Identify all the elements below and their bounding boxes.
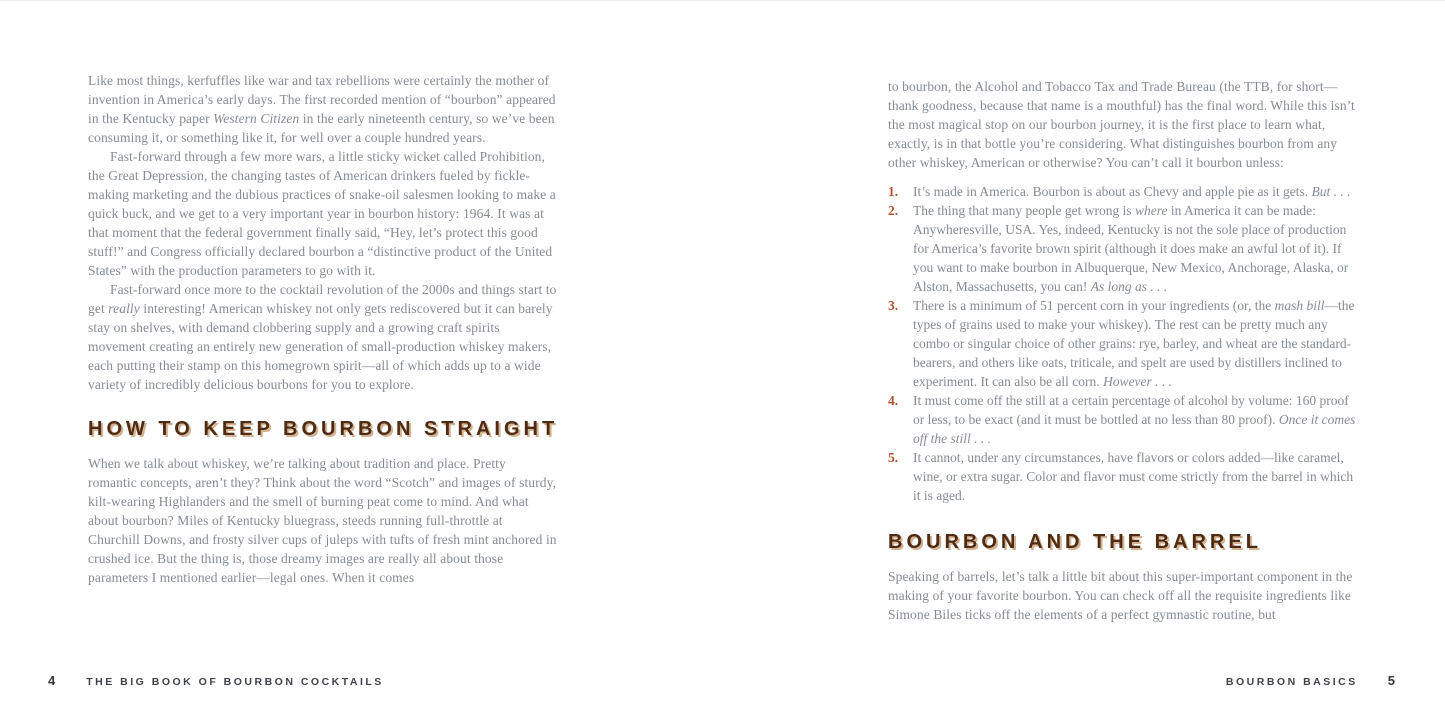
text-run: interesting! American whiskey not only gets rediscovered but it can barely stay on shelves, with demand clobbering supply and a growing craft spirits movement creating an entirely new generation of small-production whiskey makers, each putting their stamp on this homegrown spirit—all of which adds up to a wide variety of incredibly delicious bourbons for you to explore. (88, 301, 553, 392)
text-run: However . . . (1103, 374, 1173, 389)
list-item (888, 391, 1358, 448)
list-number: 2. (888, 203, 899, 218)
text-run: It cannot, under any circumstances, have flavors or colors added—like caramel, wine, or extra sugar. Color and flavor must come strictly from the barrel in which it is aged. (913, 450, 1354, 503)
list-number: 3. (888, 298, 899, 313)
text-run: It must come off the still at a certain percentage of alcohol by volume: 160 proof or less, to be exact (and it must be bottled at no less than 80 proof). (913, 393, 1349, 427)
text-run: in America it can be made: Anywheresville, USA. Yes, indeed, Kentucky is not the sole place of production for America’s favorite brown spirit (although it does make an awful lot of it). If you want to make bourbon in Albuquerque, New Mexico, Anchorage, Alaska, or Alston, Massachusetts, you can! (913, 203, 1349, 294)
text-run: —the types of grains used to make your whiskey). The rest can be pretty much any combo or singular choice of other grains: rye, barley, and wheat are the standard-bearers, and others like oats, triticale, and spelt are used by distillers inclined to experiment. It can also be all corn. (913, 298, 1355, 389)
paragraph (88, 454, 558, 587)
list-item-text (913, 450, 1353, 503)
list-number: 4. (888, 393, 899, 408)
text-run: When we talk about whiskey, we’re talking about tradition and place. Pretty romantic concepts, aren’t they? Think about the word “Scotch” and images of sturdy, kilt-wearing Highlanders and the smell of burning peat come to mind. And what about bourbon? Miles of Kentucky bluegrass, steeds running full-throttle at Churchill Downs, and frosty silver cups of juleps with tufts of fresh mint anchored in crushed ice. But the thing is, those dreamy images are really all about those parameters I mentioned earlier—legal ones. When it comes (88, 456, 557, 585)
right-page (888, 77, 1358, 624)
text-run: Fast-forward through a few more wars, a little sticky wicket called Prohibition, the Great Depression, the changing tastes of American drinkers fueled by fickle-making marketing and the dubious practices of snake-oil salesmen looking to make a quick buck, and we get to a very important year in bourbon history: 1964. It was at that moment that the federal government finally said, “Hey, let’s protect this good stuff!” and Congress officially declared bourbon a “distinctive product of the United States” with the production parameters to go with it. (88, 149, 556, 278)
text-run: There is a minimum of 51 percent corn in your ingredients (or, the (913, 298, 1275, 313)
text-run: It’s made in America. Bourbon is about as Chevy and apple pie as it gets. (913, 184, 1312, 199)
text-run: really (108, 301, 140, 316)
list-item-text (913, 184, 1351, 199)
text-run: Fast-forward once more to the cocktail revolution of the 2000s and things start to get (88, 282, 557, 316)
text-run: Once it comes off the still . . . (913, 412, 1356, 446)
paragraph (888, 567, 1358, 624)
right-page-footer (1226, 673, 1396, 688)
paragraph (88, 280, 558, 394)
left-page-footer (48, 673, 384, 688)
page-number-right: 5 (1387, 673, 1396, 688)
list-item (888, 448, 1358, 505)
section-heading-bourbon-and-the-barrel: BOURBON AND THE BARREL (888, 531, 1262, 553)
left-page (88, 71, 558, 587)
text-run: to bourbon, the Alcohol and Tobacco Tax and Trade Bureau (the TTB, for short—thank goodness, because that name is a mouthful) has the final word. While this isn’t the most magical stop on our bourbon journey, it is the first place to learn what, exactly, is in that bottle you’re considering. What distinguishes bourbon from any other whiskey, American or otherwise? You can’t call it bourbon unless: (888, 79, 1355, 170)
text-run: But . . . (1311, 184, 1351, 199)
chapter-title-footer: BOURBON BASICS (1225, 676, 1358, 688)
list-number: 5. (888, 450, 899, 465)
bourbon-rules-list (888, 182, 1358, 505)
text-run: where (1134, 203, 1168, 218)
paragraph (888, 77, 1358, 172)
list-item-text (913, 298, 1355, 389)
page-number-left: 4 (48, 673, 57, 688)
text-run: As long as . . . (1090, 279, 1168, 294)
list-item-text (913, 393, 1355, 446)
list-item (888, 201, 1358, 296)
text-run: Like most things, kerfuffles like war and tax rebellions were certainly the mother of invention in America’s early days. The first recorded mention of “bourbon” appeared in the Kentucky paper (88, 73, 556, 126)
paragraph (88, 71, 558, 147)
text-run: in the early nineteenth century, so we’ve been consuming it, or something like it, for well over a couple hundred years. (88, 111, 555, 145)
text-run: Western Citizen (213, 111, 300, 126)
book-title-footer: THE BIG BOOK OF BOURBON COCKTAILS (86, 676, 384, 688)
section-heading-how-to-keep-bourbon-straight: HOW TO KEEP BOURBON STRAIGHT (88, 418, 559, 440)
list-number: 1. (888, 184, 899, 199)
text-run: mash bill (1274, 298, 1325, 313)
text-run: The thing that many people get wrong is (913, 203, 1135, 218)
paragraph (88, 147, 558, 280)
list-item-text (913, 203, 1348, 294)
text-run: Speaking of barrels, let’s talk a little bit about this super-important component in the making of your favorite bourbon. You can check off all the requisite ingredients like Simone Biles ticks off the elements of a perfect gymnastic routine, but (888, 569, 1353, 622)
list-item (888, 296, 1358, 391)
list-item (888, 182, 1358, 201)
